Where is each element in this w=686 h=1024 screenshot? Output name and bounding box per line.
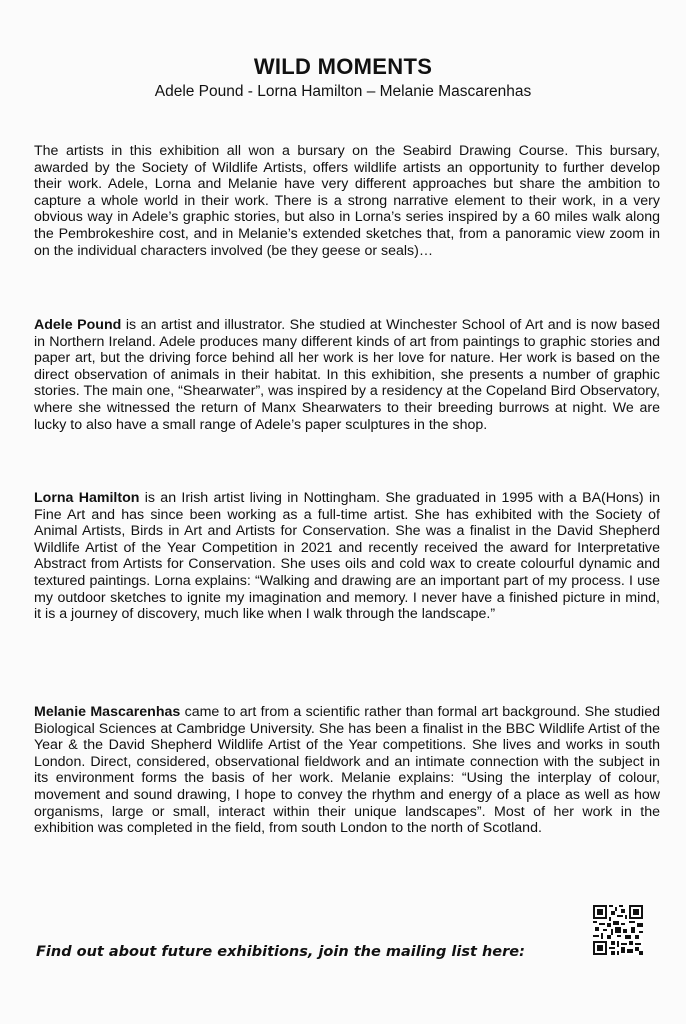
artist-name: Adele Pound xyxy=(34,317,122,333)
intro-paragraph: The artists in this exhibition all won a bursary on the Seabird Drawing Course. This bursary, awarded by the Society of Wildlife Artists, offers wildlife artists an opportunity to further develop their work. Adele, Lorna and Melanie have very different approaches but share the ambition to capture a whole world in their work. There is a strong narrative element to their work, in a very obvious way in Adele’s graphic stories, but also in Lorna’s series inspired by a 60 miles walk along the Pembrokeshire cost, and in Melanie’s extended sketches that, from a panoramic view zoom in on the individual characters involved (be they geese or seals)… xyxy=(34,143,660,259)
artist-name: Melanie Mascarenhas xyxy=(34,704,181,720)
artist-bio-adele xyxy=(34,317,660,433)
mailing-list-cta: Find out about future exhibitions, join the mailing list here: xyxy=(36,944,525,960)
artist-names-subtitle: Adele Pound - Lorna Hamilton – Melanie Mascarenhas xyxy=(154,83,532,100)
artist-bio-text: came to art from a scientific rather than formal art background. She studied Biological Sciences at Cambridge University. She has been a finalist in the BBC Wildlife Artist of the Year & the David Shepherd Wildlife Artist of the Year competitions. She lives and works in south London. Direct, considered, observational fieldwork and an intimate connection with the subject in its environment forms the basis of her work. Melanie explains: “Using the interplay of colour, movement and sound drawing, I hope to convey the rhythm and energy of a place as well as how organisms, large or small, interact within their unique landscapes”. Most of her work in the exhibition was completed in the field, from south London to the north of Scotland. xyxy=(34,704,660,837)
artist-bio-lorna xyxy=(34,490,660,623)
qr-code-icon[interactable] xyxy=(593,905,643,955)
artist-bio-text: is an Irish artist living in Nottingham. She graduated in 1995 with a BA(Hons) in Fine Art and has since been working as a full-time artist. She has exhibited with the Society of Animal Artists, Birds in Art and Artists for Conservation. She was a finalist in the David Shepherd Wildlife Artist of the Year Competition in 2021 and recently received the award for Interpretative Abstract from Artists for Conservation. She uses oils and cold wax to create colourful dynamic and textured paintings. Lorna explains: “Walking and drawing are an important part of my process. I use my outdoor sketches to ignite my imagination and memory. I never have a finished picture in mind, it is a journey of discovery, much like when I walk through the landscape.” xyxy=(34,490,660,623)
artist-bio-text: is an artist and illustrator. She studied at Winchester School of Art and is now based in Northern Ireland. Adele produces many different kinds of art from paintings to graphic stories and paper art, but the driving force behind all her work is her love for nature. Her work is based on the direct observation of animals in their habitat. In this exhibition, she presents a number of graphic stories. The main one, “Shearwater”, was inspired by a residency at the Copeland Bird Observatory, where she witnessed the return of Manx Shearwaters to their breeding burrows at night. We are lucky to also have a small range of Adele’s paper sculptures in the shop. xyxy=(34,317,660,433)
artist-bio-melanie xyxy=(34,704,660,837)
artist-name: Lorna Hamilton xyxy=(34,490,140,506)
page-title: WILD MOMENTS xyxy=(253,54,433,79)
